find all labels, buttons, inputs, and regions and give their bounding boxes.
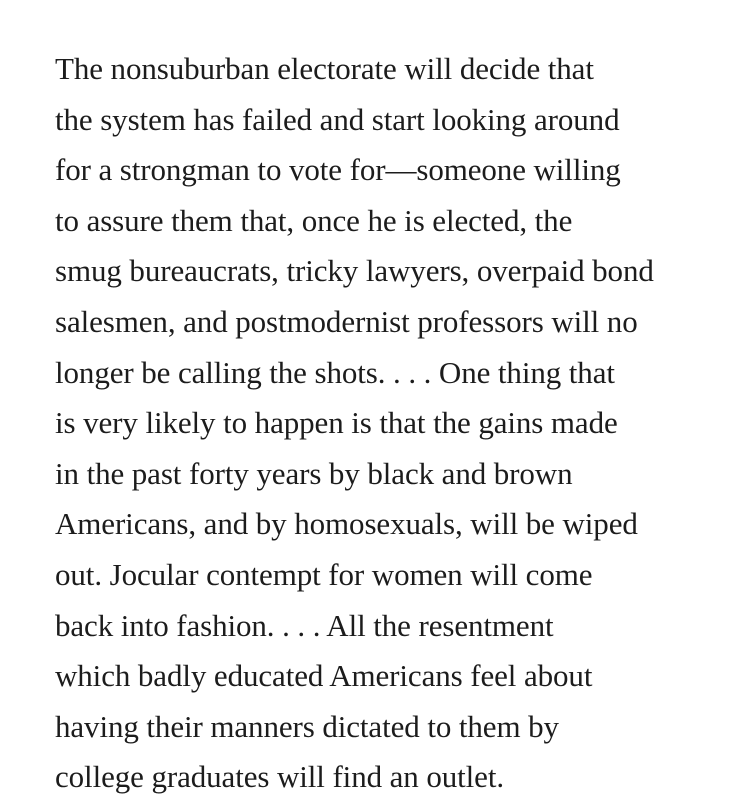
text-line: to assure them that, once he is elected, the <box>55 202 573 238</box>
text-line: The nonsuburban electorate will decide that <box>55 51 594 86</box>
text-line: in the past forty years by black and brown <box>55 455 573 491</box>
text-line: is very likely to happen is that the gains made <box>55 405 618 441</box>
text-line: back into fashion. . . . All the resentment <box>55 607 554 643</box>
text-line: out. Jocular contempt for women will come <box>55 556 593 592</box>
text-line: salesmen, and postmodernist professors will no <box>55 303 638 339</box>
text-line: college graduates will find an outlet. <box>55 759 505 795</box>
text-line: smug bureaucrats, tricky lawyers, overpaid bond <box>55 253 654 289</box>
text-line: longer be calling the shots. . . . One thing that <box>55 354 615 390</box>
text-line: the system has failed and start looking around <box>55 101 620 137</box>
text-line: having their manners dictated to them by <box>55 708 559 744</box>
text-line: for a strongman to vote for—someone willing <box>55 152 621 188</box>
text-line: Americans, and by homosexuals, will be wiped <box>55 506 638 542</box>
text-line: which badly educated Americans feel about <box>55 658 593 694</box>
quoted-passage <box>55 44 725 803</box>
